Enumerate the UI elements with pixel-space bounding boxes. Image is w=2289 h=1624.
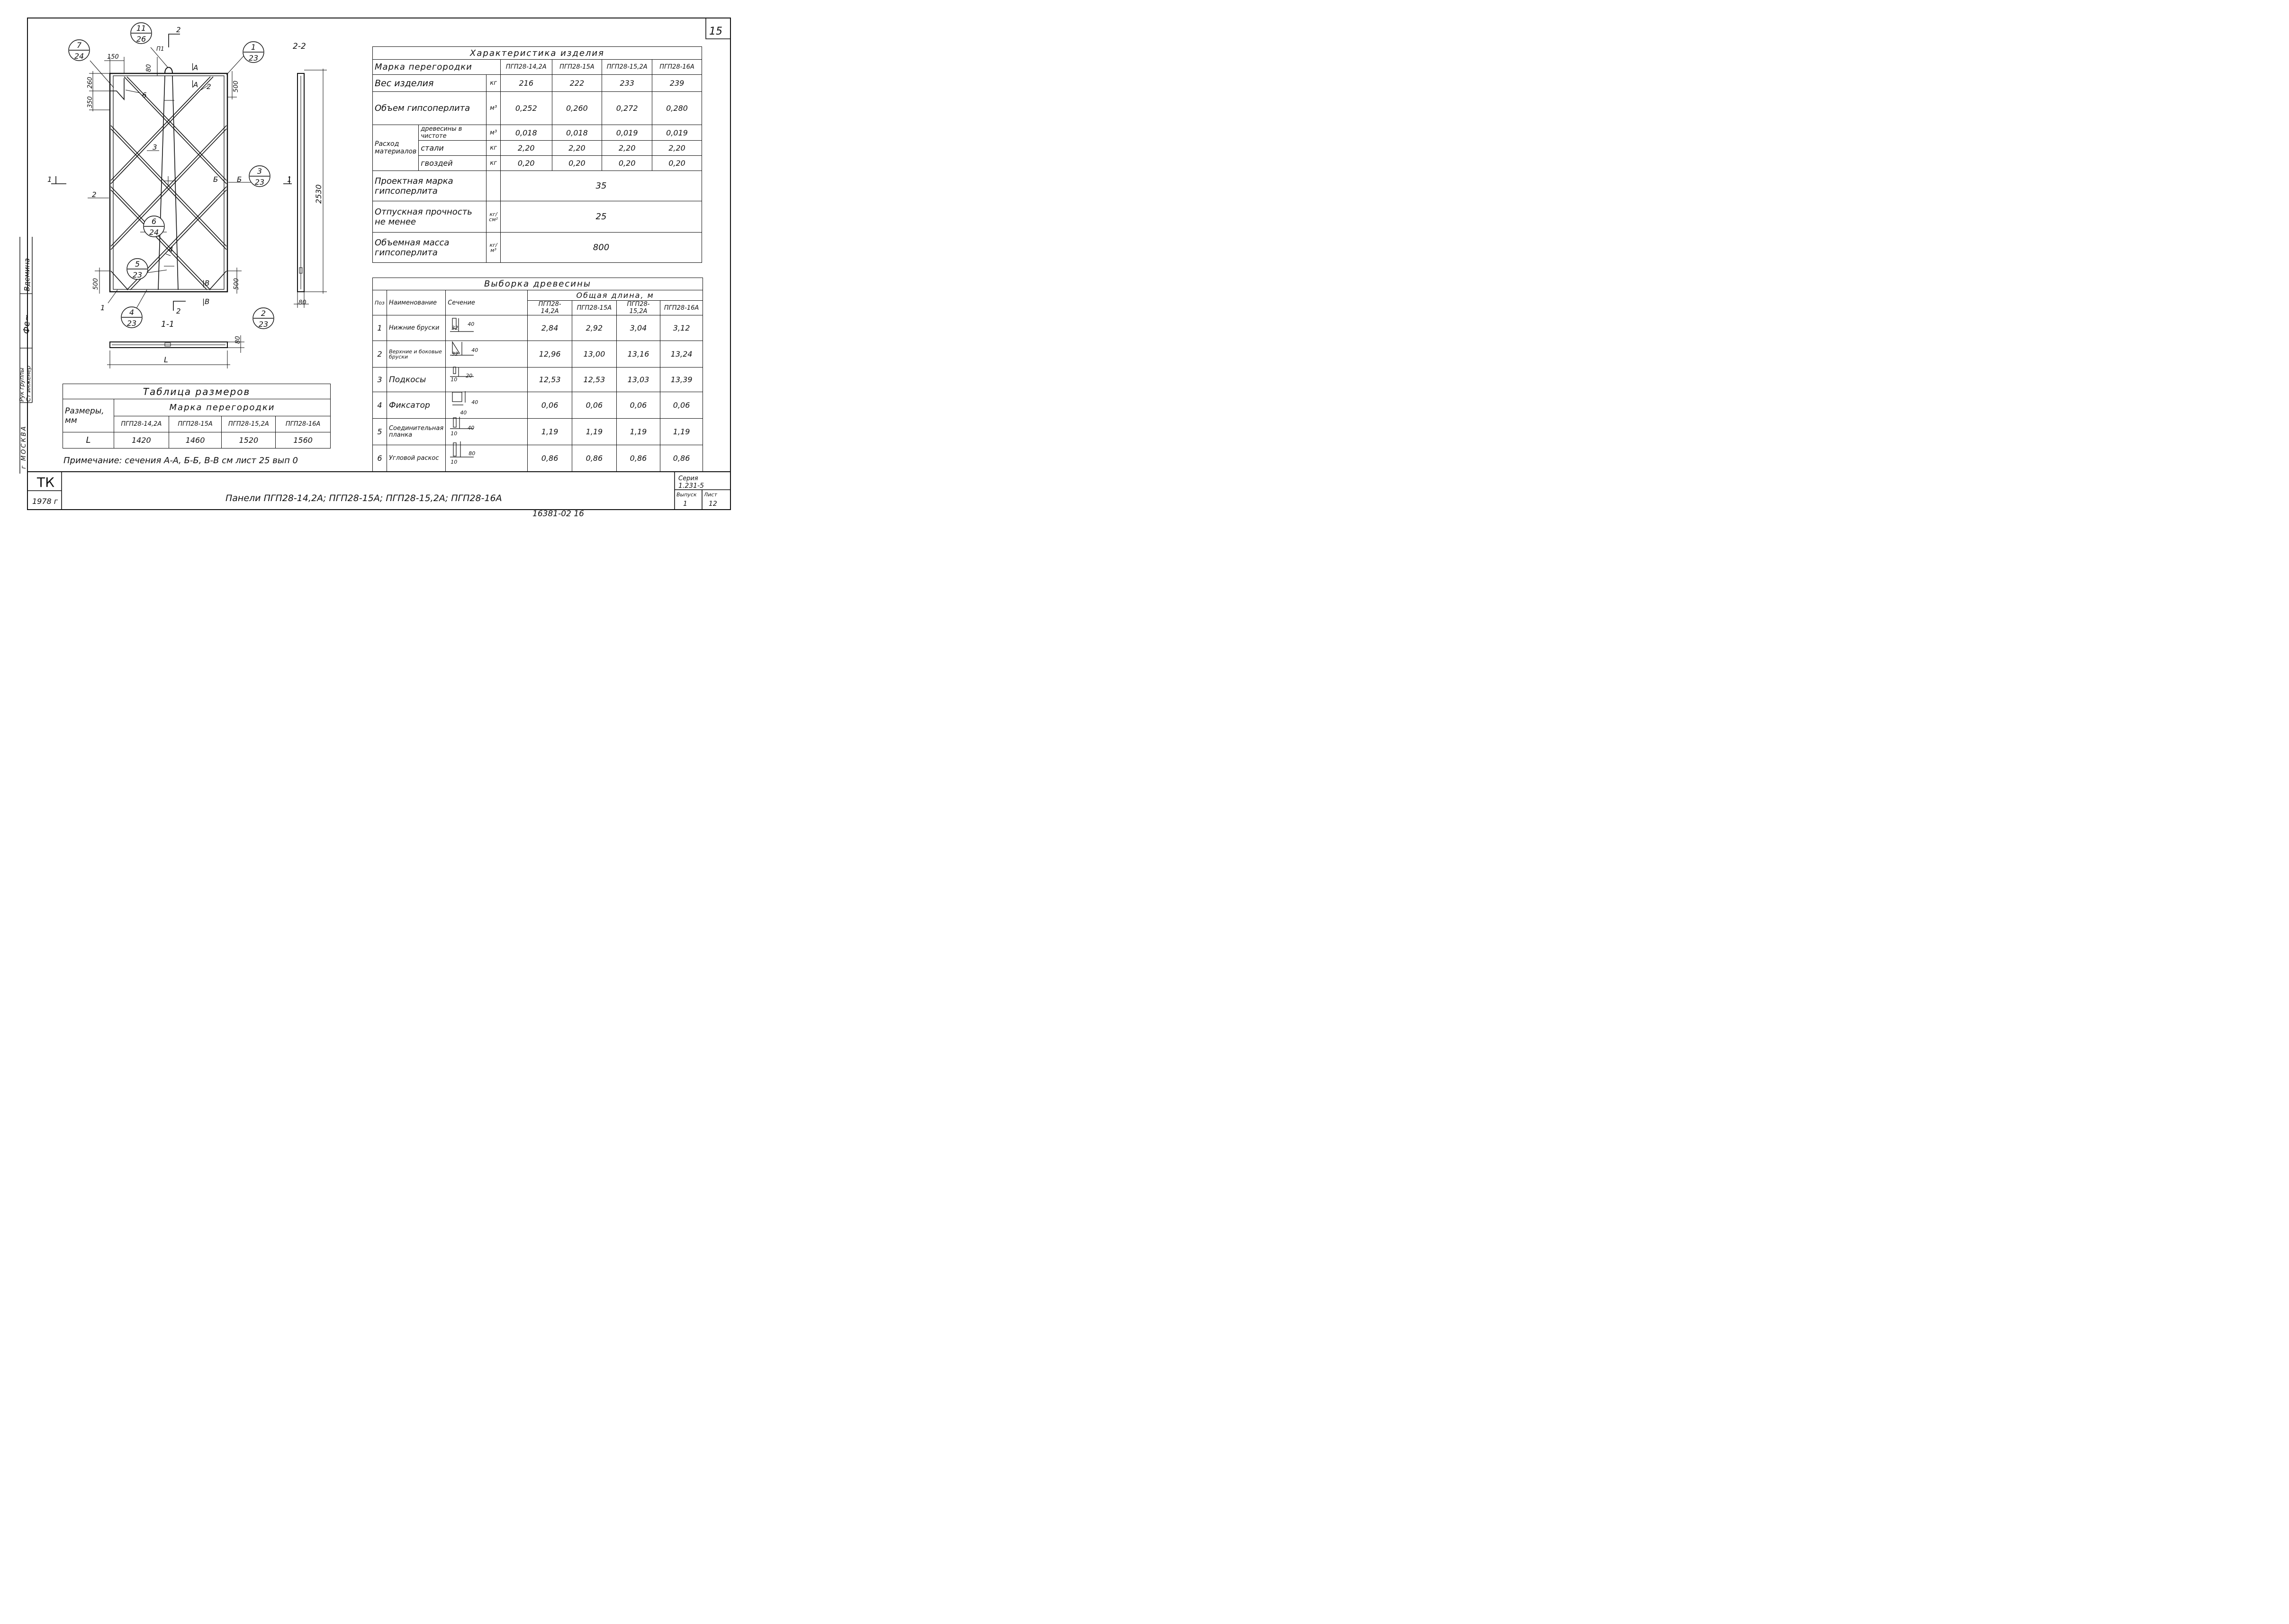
org-label: ТК xyxy=(37,475,54,490)
drawing-title: Панели ПГП28-14,2А; ПГП28-15А; ПГП28-15,2А; ПГП28-16А xyxy=(225,493,502,503)
label-section-2-2: 2-2 xyxy=(293,42,306,51)
callout-23e: 23 xyxy=(258,320,269,329)
callout-4: 4 xyxy=(129,308,135,317)
callout-26: 26 xyxy=(136,35,146,44)
callout-24: 24 xyxy=(74,52,84,61)
row-value: 13,24 xyxy=(660,341,703,368)
characteristics-table xyxy=(372,46,702,263)
wood-value: 0,019 xyxy=(652,125,702,141)
strength-label: Отпускная прочность не менее xyxy=(373,201,487,233)
issue-value: 1 xyxy=(683,500,687,508)
row-name: Соединительная планка xyxy=(387,419,445,445)
note: Примечание: сечения А-А, Б-Б, В-В см лист 25 вып 0 xyxy=(63,456,298,466)
section-1-1 xyxy=(107,335,244,368)
lifting-loop xyxy=(165,67,172,73)
label-section-1-right: 1 xyxy=(287,175,292,184)
char-mark-4: ПГП28-16А xyxy=(652,60,702,75)
size-table xyxy=(63,384,331,449)
size-value: 1420 xyxy=(114,432,169,449)
sheet-number: 15 xyxy=(709,26,722,37)
row-sec-a: 32 xyxy=(451,325,459,331)
density-value: 800 xyxy=(500,233,702,263)
row-value: 13,39 xyxy=(660,368,703,392)
char-mark-3: ПГП28-15,2А xyxy=(602,60,652,75)
label-pos-2-top: 2 xyxy=(207,82,211,91)
label-pos-3: 3 xyxy=(153,143,157,152)
svg-text:Фе~: Фе~ xyxy=(22,314,32,334)
row-sec-a: 10 xyxy=(451,431,458,437)
callout-23c: 23 xyxy=(132,270,143,279)
row-name: Верхние и боковые бруски xyxy=(387,341,445,368)
label-pos-4: 4 xyxy=(169,245,173,254)
archive-number: 16381-02 16 xyxy=(532,509,584,519)
weight-label: Вес изделия xyxy=(373,75,487,92)
panel-inner-frame xyxy=(113,76,224,289)
callout-24b: 24 xyxy=(149,228,159,237)
char-mark-1: ПГП28-14,2А xyxy=(500,60,552,75)
label-V-2: В xyxy=(205,297,210,306)
nails-label: гвоздей xyxy=(419,156,487,171)
row-value: 1,19 xyxy=(616,419,660,445)
table-row xyxy=(373,392,703,419)
char-table-title: Характеристика изделия xyxy=(373,47,702,60)
callout-3: 3 xyxy=(257,167,262,176)
wood-table-title: Выборка древесины xyxy=(373,278,703,290)
label-pos-6: 6 xyxy=(142,91,147,99)
table-row xyxy=(373,419,703,445)
row-sec-a: 32 xyxy=(451,351,459,357)
wood-unit: м³ xyxy=(487,125,501,141)
row-sec-a: 10 xyxy=(451,377,458,383)
volume-value: 0,260 xyxy=(552,92,602,125)
steel-label: стали xyxy=(419,141,487,156)
weight-value: 239 xyxy=(652,75,702,92)
row-value: 1,19 xyxy=(528,419,572,445)
label-B-left: Б xyxy=(213,175,218,184)
dim-350: 350 xyxy=(87,96,94,108)
row-pos: 4 xyxy=(373,392,387,419)
wood-mark-3: ПГП28-15,2А xyxy=(616,301,660,315)
weight-value: 216 xyxy=(500,75,552,92)
row-value: 3,12 xyxy=(660,315,703,341)
row-sec-b: 40 xyxy=(468,321,475,327)
size-table-title: Таблица размеров xyxy=(63,384,331,399)
role-group-head: Рук группы xyxy=(18,368,25,402)
steel-value: 2,20 xyxy=(652,141,702,156)
label-section-1-left: 1 xyxy=(47,175,52,184)
wood-mark-4: ПГП28-16А xyxy=(660,301,703,315)
size-value: 1520 xyxy=(222,432,276,449)
size-value: 1460 xyxy=(169,432,222,449)
volume-value: 0,252 xyxy=(500,92,552,125)
year-label: 1978 г xyxy=(32,497,58,506)
svg-text:|: | xyxy=(202,279,205,287)
row-name: Нижние бруски xyxy=(387,315,445,341)
steel-value: 2,20 xyxy=(552,141,602,156)
nails-value: 0,20 xyxy=(500,156,552,171)
left-strip-texts xyxy=(18,258,32,469)
table-row xyxy=(373,368,703,392)
size-mark-label: Марка перегородки xyxy=(114,399,330,416)
dim-500-bottom-left: 500 xyxy=(92,278,99,290)
row-pos: 3 xyxy=(373,368,387,392)
callout-5: 5 xyxy=(135,260,140,269)
row-sec-b: 40 xyxy=(471,399,478,405)
steel-value: 2,20 xyxy=(602,141,652,156)
svg-text:|: | xyxy=(191,79,194,88)
weight-value: 222 xyxy=(552,75,602,92)
row-value: 0,06 xyxy=(660,392,703,419)
strength-unit: кг/см² xyxy=(487,201,501,233)
wood-label: древесины в чистоте xyxy=(419,125,487,141)
callout-1a: 1 xyxy=(251,43,256,52)
nails-unit: кг xyxy=(487,156,501,171)
label-P1: П1 xyxy=(156,45,164,52)
row-value: 12,53 xyxy=(572,368,616,392)
steel-unit: кг xyxy=(487,141,501,156)
size-col1: Размеры, мм xyxy=(63,399,114,432)
density-unit: кг/м³ xyxy=(487,233,501,263)
row-name: Фиксатор xyxy=(387,392,445,419)
size-mark-4: ПГП28-16А xyxy=(276,416,331,432)
weight-value: 233 xyxy=(602,75,652,92)
panel-front-view xyxy=(110,67,227,292)
row-value: 13,00 xyxy=(572,341,616,368)
row-sec-a: 40 xyxy=(460,410,467,416)
row-pos: 2 xyxy=(373,341,387,368)
weight-unit: кг xyxy=(487,75,501,92)
size-mark-1: ПГП28-14,2А xyxy=(114,416,169,432)
volume-value: 0,280 xyxy=(652,92,702,125)
size-mark-2: ПГП28-15А xyxy=(169,416,222,432)
wood-value: 0,018 xyxy=(552,125,602,141)
design-grade-label: Проектная марка гипсоперлита xyxy=(373,171,487,201)
dim-80-section: 80 xyxy=(234,336,242,344)
row-value: 3,04 xyxy=(616,315,660,341)
svg-text:|: | xyxy=(191,62,194,71)
row-value: 1,19 xyxy=(572,419,616,445)
row-value: 2,92 xyxy=(572,315,616,341)
approver-name: Вдемина xyxy=(23,258,31,291)
table-row xyxy=(373,341,703,368)
diagonal-braces xyxy=(111,77,226,290)
row-value: 1,19 xyxy=(660,419,703,445)
row-name: Угловой раскос xyxy=(387,445,445,472)
row-value: 12,53 xyxy=(528,368,572,392)
wood-value: 0,018 xyxy=(500,125,552,141)
row-pos: 5 xyxy=(373,419,387,445)
label-section-2-top: 2 xyxy=(176,26,181,34)
role-senior-engineer: Ст инженер xyxy=(25,366,32,402)
series-value: 1.231-5 xyxy=(678,482,704,490)
size-value: 1560 xyxy=(276,432,331,449)
char-mark-2: ПГП28-15А xyxy=(552,60,602,75)
dim-2530: 2530 xyxy=(314,184,323,204)
volume-value: 0,272 xyxy=(602,92,652,125)
wood-mark-1: ПГП28-14,2А xyxy=(528,301,572,315)
density-label: Объемная масса гипсоперлита xyxy=(373,233,487,263)
issue-label: Выпуск xyxy=(676,492,697,498)
row-sec-b: 80 xyxy=(469,450,476,457)
row-sec-a: 10 xyxy=(451,459,458,465)
row-sec-b: 20 xyxy=(466,373,473,379)
volume-label: Объем гипсоперлита xyxy=(373,92,487,125)
city-moscow: г МОСКВА xyxy=(20,425,27,469)
label-A-1: A xyxy=(193,63,198,72)
label-B-right: Б xyxy=(237,175,242,184)
dim-L: L xyxy=(164,355,168,364)
label-section-1-1: 1-1 xyxy=(161,320,174,329)
wood-value: 0,019 xyxy=(602,125,652,141)
consumption-label: Расход материалов xyxy=(373,125,419,171)
row-value: 0,86 xyxy=(528,445,572,472)
strength-value: 25 xyxy=(500,201,702,233)
dim-80-side: 80 xyxy=(298,299,306,306)
table-row xyxy=(373,445,703,472)
row-pos: 1 xyxy=(373,315,387,341)
table-row xyxy=(373,315,703,341)
callout-23a: 23 xyxy=(248,54,259,63)
wood-mark-2: ПГП28-15А xyxy=(572,301,616,315)
row-sec-b: 40 xyxy=(471,347,478,353)
row-value: 0,06 xyxy=(572,392,616,419)
dim-500-top-right: 500 xyxy=(233,81,240,92)
sheet-value: 12 xyxy=(709,500,717,508)
callout-23d: 23 xyxy=(126,319,137,328)
row-value: 0,06 xyxy=(528,392,572,419)
wood-col-pos: Поз xyxy=(373,290,387,315)
row-pos: 6 xyxy=(373,445,387,472)
row-value: 13,03 xyxy=(616,368,660,392)
callout-2: 2 xyxy=(261,309,266,318)
nails-value: 0,20 xyxy=(602,156,652,171)
dim-500-bottom-right: 500 xyxy=(233,278,240,290)
label-pos-1: 1 xyxy=(100,304,105,312)
nails-value: 0,20 xyxy=(552,156,602,171)
svg-text:|: | xyxy=(202,297,205,306)
wood-col-name: Наименование xyxy=(387,290,445,315)
row-value: 12,96 xyxy=(528,341,572,368)
label-V-1: В xyxy=(205,279,210,287)
dim-260: 260 xyxy=(87,77,94,89)
row-value: 2,84 xyxy=(528,315,572,341)
row-sec-b: 40 xyxy=(468,425,475,431)
wood-col-section: Сечение xyxy=(446,290,528,315)
row-value: 13,16 xyxy=(616,341,660,368)
label-pos-2-left: 2 xyxy=(92,190,97,199)
row-value: 0,06 xyxy=(616,392,660,419)
dim-80-top: 80 xyxy=(145,64,153,72)
callout-11: 11 xyxy=(136,24,146,33)
label-section-2-bottom: 2 xyxy=(176,307,181,315)
row-name: Подкосы xyxy=(387,368,445,392)
size-mark-3: ПГП28-15,2А xyxy=(222,416,276,432)
design-grade-value: 35 xyxy=(500,171,702,201)
corner-brace xyxy=(110,78,124,99)
callout-7: 7 xyxy=(76,41,82,50)
wood-selection-table xyxy=(372,278,703,472)
steel-value: 2,20 xyxy=(500,141,552,156)
label-A-2: A xyxy=(193,81,198,89)
row-value: 0,86 xyxy=(616,445,660,472)
char-mark-label: Марка перегородки xyxy=(373,60,501,75)
volume-unit: м³ xyxy=(487,92,501,125)
panel-outer-frame xyxy=(110,73,227,292)
nails-value: 0,20 xyxy=(652,156,702,171)
series-label: Серия xyxy=(678,475,698,482)
size-row-label: L xyxy=(63,432,114,449)
row-value: 0,86 xyxy=(572,445,616,472)
design-grade-unit xyxy=(487,171,501,201)
callout-23b: 23 xyxy=(254,178,265,187)
wood-col-length: Общая длина, м xyxy=(528,290,703,301)
callout-6: 6 xyxy=(151,217,157,226)
row-value: 0,86 xyxy=(660,445,703,472)
sheet-label: Лист xyxy=(704,492,717,498)
dim-150: 150 xyxy=(107,54,119,61)
